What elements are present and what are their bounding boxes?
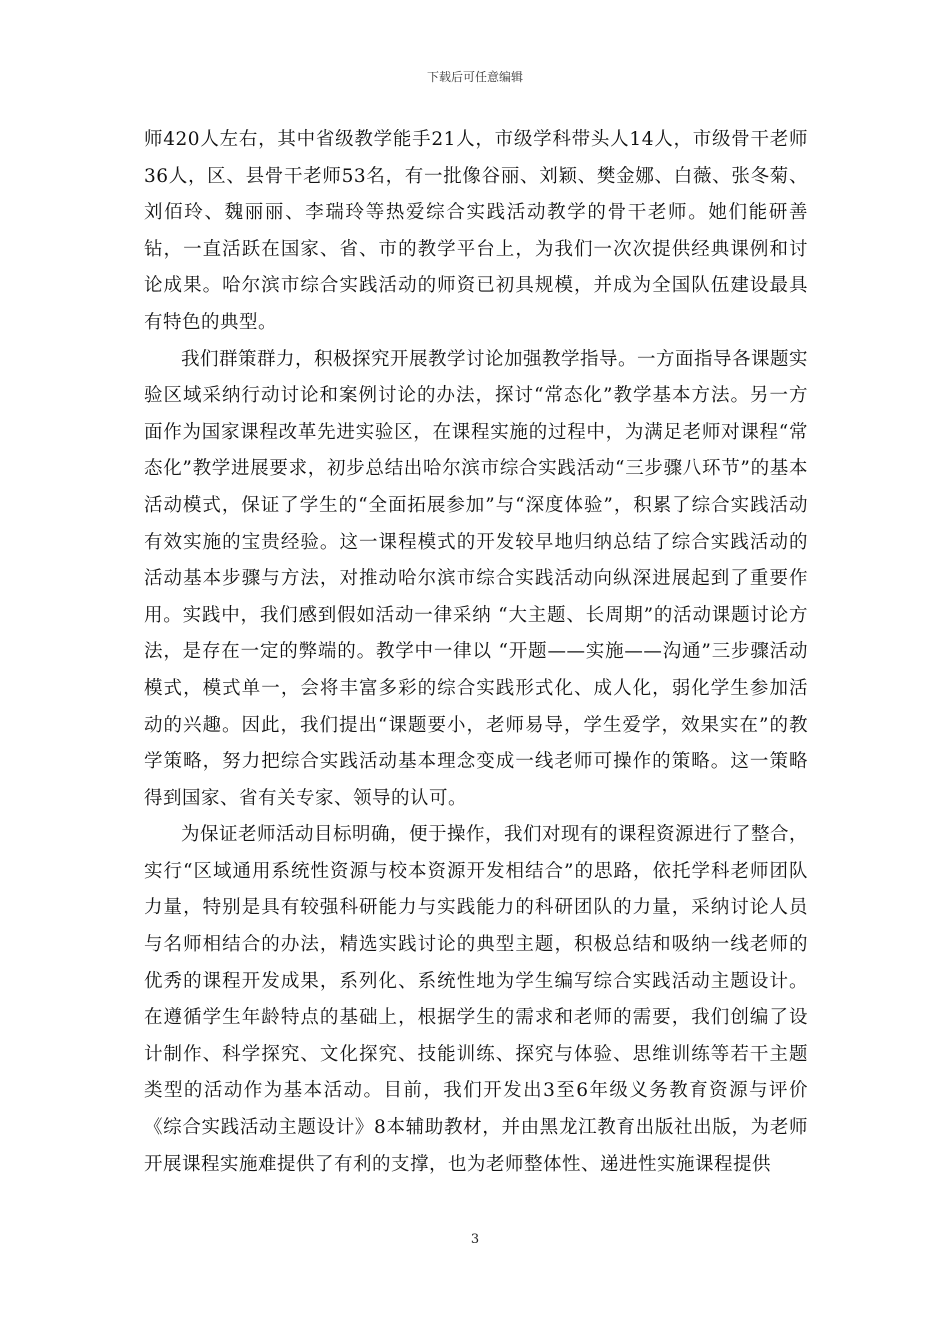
paragraph-1: 师420人左右，其中省级教学能手21人，市级学科带头人14人，市级骨干老师36人，区、县骨干老师53名，有一批像谷丽、刘颖、樊金娜、白薇、张冬菊、刘佰玲、魏丽丽、李瑞玲等热爱综合实践活动教学的骨干老师。她们能研善钻，一直活跃在国家、省、市的教学平台上，为我们一次次提供经典课例和讨论成果。哈尔滨市综合实践活动的师资已初具规模，并成为全国队伍建设最具有特色的典型。 [144, 129, 808, 333]
page-number: 3 [470, 1232, 480, 1247]
page-header: 下载后可任意编辑 [426, 70, 523, 84]
paragraph-2: 我们群策群力，积极探究开展教学讨论加强教学指导。一方面指导各课题实验区域采纳行动讨论和案例讨论的办法，探讨“常态化”教学基本方法。另一方面作为国家课程改革先进实验区，在课程实施的过程中，为满足老师对课程“常态化”教学进展要求，初步总结出哈尔滨市综合实践活动“三步骤八环节”的基本活动模式，保证了学生的“全面拓展参加”与“深度体验”，积累了综合实践活动有效实施的宝贵经验。这一课程模式的开发较早地归纳总结了综合实践活动的活动基本步骤与方法，对推动哈尔滨市综合实践活动向纵深进展起到了重要作用。实践中，我们感到假如活动一律采纳 “大主题、长周期”的活动课题讨论方法，是存在一定的弊端的。教学中一律以 “开题——实施——沟通”三步骤活动模式，模式单一，会将丰富多彩的综合实践形式化、成人化，弱化学生参加活动的兴趣。因此，我们提出“课题要小，老师易导，学生爱学，效果实在”的教学策略，努力把综合实践活动基本理念变成一线老师可操作的策略。这一策略得到国家、省有关专家、领导的认可。 [144, 348, 809, 809]
document-body [144, 122, 808, 1183]
paragraph-3: 为保证老师活动目标明确，便于操作，我们对现有的课程资源进行了整合，实行“区域通用系统性资源与校本资源开发相结合”的思路，依托学科老师团队力量，特别是具有较强科研能力与实践能力的科研团队的力量，采纳讨论人员与名师相结合的办法，精选实践讨论的典型主题，积极总结和吸纳一线老师的优秀的课程开发成果，系列化、系统性地为学生编写综合实践活动主题设计。在遵循学生年龄特点的基础上，根据学生的需求和老师的需要，我们创编了设计制作、科学探究、文化探究、技能训练、探究与体验、思维训练等若干主题类型的活动作为基本活动。目前，我们开发出3至6年级义务教育资源与评价《综合实践活动主题设计》8本辅助教材，并由黑龙江教育出版社出版，为老师开展课程实施难提供了有利的支撑，也为老师整体性、递进性实施课程提供 [144, 824, 809, 1175]
